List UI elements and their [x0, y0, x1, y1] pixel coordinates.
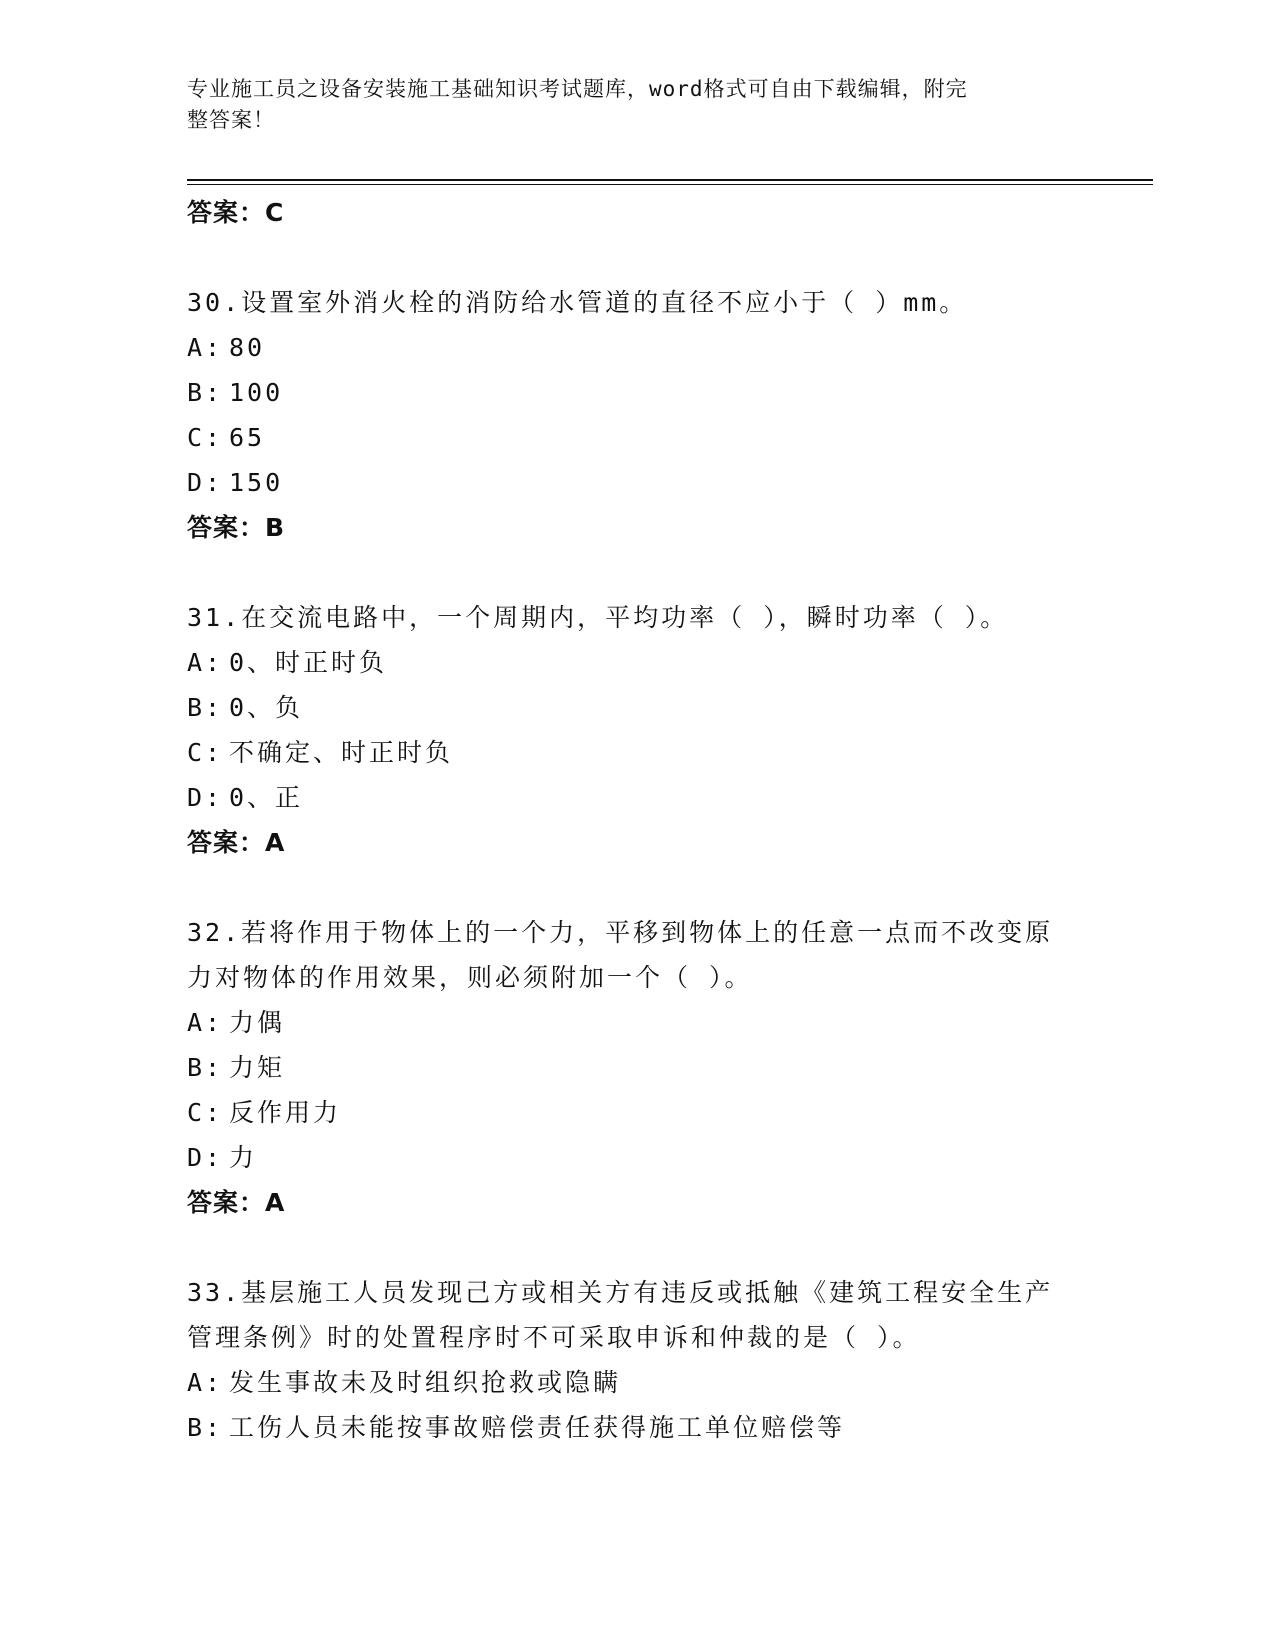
option-letter: D:	[187, 468, 224, 497]
option-text: 工伤人员未能按事故赔偿责任获得施工单位赔偿等	[229, 1413, 846, 1442]
option-text: 力	[229, 1143, 258, 1172]
option-b	[187, 1405, 1087, 1450]
option-letter: A:	[187, 1368, 224, 1397]
option-letter: C:	[187, 738, 224, 767]
option-text: 力矩	[229, 1053, 286, 1082]
question-31	[187, 595, 1087, 865]
option-a	[187, 640, 1087, 685]
question-stem: 31.在交流电路中，一个周期内，平均功率（ ），瞬时功率（ ）。	[187, 603, 1009, 632]
answer-label: 答案：A	[187, 828, 286, 857]
question-stem	[187, 1270, 1087, 1360]
option-text: 0、负	[229, 693, 304, 722]
header-line-2: 整答案！	[187, 108, 275, 132]
option-c	[187, 730, 1087, 775]
answer-label: 答案：A	[187, 1188, 286, 1217]
option-text: 150	[229, 468, 284, 497]
question-32	[187, 910, 1087, 1225]
header-divider-thin	[187, 184, 1153, 185]
option-letter: A:	[187, 333, 224, 362]
option-text: 80	[229, 333, 266, 362]
option-d	[187, 1135, 1087, 1180]
option-text: 发生事故未及时组织抢救或隐瞒	[229, 1368, 622, 1397]
question-stem	[187, 910, 1087, 1000]
option-a	[187, 1000, 1087, 1045]
question-stem: 30.设置室外消火栓的消防给水管道的直径不应小于（ ）mm。	[187, 288, 968, 317]
option-c	[187, 1090, 1087, 1135]
option-text: 0、时正时负	[229, 648, 388, 677]
question-stem-line-2: 管理条例》时的处置程序时不可采取申诉和仲裁的是（ ）。	[187, 1323, 921, 1352]
option-text: 65	[229, 423, 266, 452]
option-letter: B:	[187, 378, 224, 407]
option-letter: B:	[187, 693, 224, 722]
option-letter: D:	[187, 783, 224, 812]
option-a	[187, 1360, 1087, 1405]
option-b	[187, 370, 1087, 415]
option-b	[187, 1045, 1087, 1090]
option-letter: D:	[187, 1143, 224, 1172]
option-letter: C:	[187, 423, 224, 452]
option-text: 不确定、时正时负	[229, 738, 454, 767]
option-letter: A:	[187, 1008, 224, 1037]
header-line-1: 专业施工员之设备安装施工基础知识考试题库，word格式可自由下载编辑，附完	[187, 77, 968, 101]
option-text: 100	[229, 378, 284, 407]
option-a	[187, 325, 1087, 370]
option-letter: B:	[187, 1413, 224, 1442]
document-header	[187, 74, 1067, 136]
option-b	[187, 685, 1087, 730]
header-divider-thick	[187, 179, 1153, 181]
option-d	[187, 775, 1087, 820]
question-stem-line-1: 32.若将作用于物体上的一个力，平移到物体上的任意一点而不改变原	[187, 918, 1054, 947]
option-text: 0、正	[229, 783, 304, 812]
option-c	[187, 415, 1087, 460]
answer-label: 答案：B	[187, 513, 286, 542]
option-d	[187, 460, 1087, 505]
question-stem-line-1: 33.基层施工人员发现己方或相关方有违反或抵触《建筑工程安全生产	[187, 1278, 1054, 1307]
question-33	[187, 1270, 1087, 1450]
question-30	[187, 280, 1087, 550]
previous-answer: 答案：C	[187, 198, 285, 227]
question-list	[187, 190, 1087, 1450]
option-text: 力偶	[229, 1008, 286, 1037]
option-letter: A:	[187, 648, 224, 677]
option-text: 反作用力	[229, 1098, 342, 1127]
question-stem-line-2: 力对物体的作用效果，则必须附加一个（ ）。	[187, 963, 753, 992]
option-letter: B:	[187, 1053, 224, 1082]
option-letter: C:	[187, 1098, 224, 1127]
